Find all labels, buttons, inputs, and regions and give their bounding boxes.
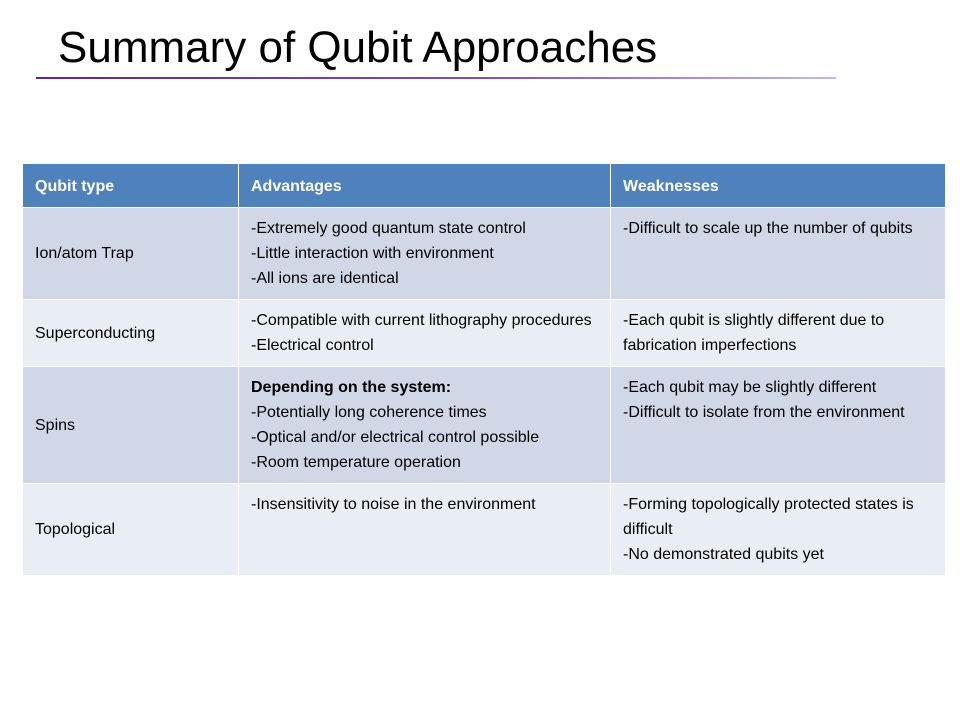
weakness-item: -No demonstrated qubits yet (623, 546, 824, 563)
weaknesses-cell (611, 367, 946, 484)
advantage-item: -Compatible with current lithography procedures (251, 312, 592, 329)
advantage-item: -Electrical control (251, 337, 374, 354)
header-qubit-type: Qubit type (23, 164, 239, 208)
title-underline (36, 77, 836, 79)
weakness-item: -Difficult to isolate from the environment (623, 404, 905, 421)
advantages-cell (239, 300, 611, 367)
advantages-cell (239, 367, 611, 484)
advantages-cell (239, 208, 611, 300)
weakness-item: -Difficult to scale up the number of qubits (623, 220, 913, 237)
weaknesses-cell (611, 300, 946, 367)
weaknesses-cell (611, 208, 946, 300)
advantage-item: -Potentially long coherence times (251, 404, 487, 421)
advantage-item: -Room temperature operation (251, 454, 461, 471)
qubit-approaches-table (22, 163, 946, 576)
advantage-item: -Little interaction with environment (251, 245, 494, 262)
header-advantages: Advantages (239, 164, 611, 208)
qubit-type-cell: Topological (23, 484, 239, 576)
weakness-item: -Forming topologically protected states is difficult (623, 496, 914, 538)
table-row (23, 484, 946, 576)
table-row (23, 300, 946, 367)
weakness-item: -Each qubit may be slightly different (623, 379, 877, 396)
table-row (23, 208, 946, 300)
table-header-row (23, 164, 946, 208)
slide-title: Summary of Qubit Approaches (58, 23, 658, 72)
advantage-item: -Insensitivity to noise in the environment (251, 496, 536, 513)
qubit-type-cell: Ion/atom Trap (23, 208, 239, 300)
weakness-item: -Each qubit is slightly different due to fabrication imperfections (623, 312, 885, 354)
header-weaknesses: Weaknesses (611, 164, 946, 208)
advantage-item: -All ions are identical (251, 270, 399, 287)
table-row (23, 367, 946, 484)
qubit-type-cell: Superconducting (23, 300, 239, 367)
advantages-cell (239, 484, 611, 576)
advantages-lead: Depending on the system: (251, 379, 452, 396)
weaknesses-cell (611, 484, 946, 576)
advantage-item: -Extremely good quantum state control (251, 220, 526, 237)
advantage-item: -Optical and/or electrical control possible (251, 429, 540, 446)
qubit-type-cell: Spins (23, 367, 239, 484)
